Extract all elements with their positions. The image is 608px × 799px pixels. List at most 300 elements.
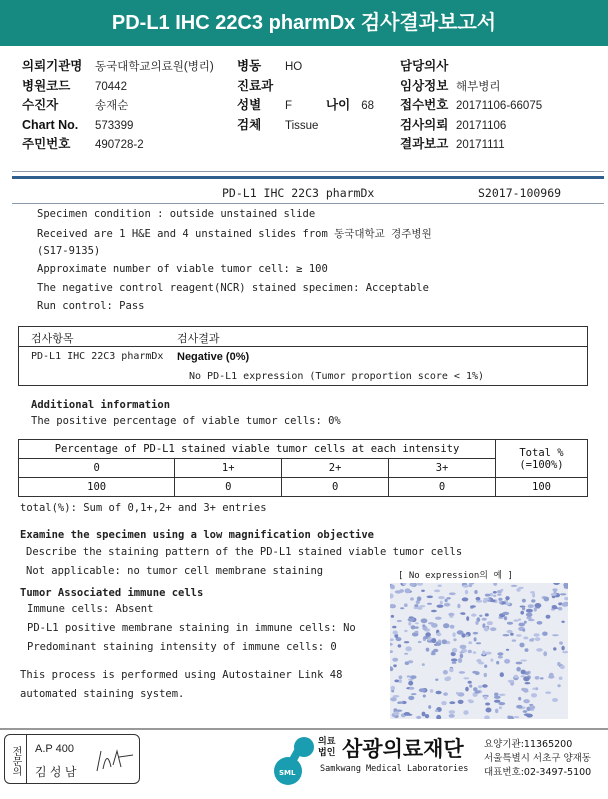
cell-nucleus (478, 685, 482, 688)
total-header-line1: Total % (519, 446, 564, 459)
cell-nucleus (473, 632, 478, 635)
cell-nucleus (444, 603, 451, 607)
cell-nucleus (443, 623, 449, 628)
cell-nucleus (449, 592, 456, 595)
cell-nucleus (407, 675, 411, 677)
cell-nucleus (497, 593, 501, 595)
license-number: A.P 400 (35, 743, 74, 755)
cell-nucleus (438, 585, 442, 587)
cell-nucleus (484, 673, 487, 677)
result-value: Negative (0%) (177, 351, 250, 363)
info-value: 573399 (95, 119, 134, 132)
cell-nucleus (558, 607, 563, 611)
age-field (326, 94, 374, 113)
info-value: F (285, 100, 293, 112)
cell-nucleus (514, 675, 518, 679)
cell-nucleus (560, 665, 565, 669)
cell-nucleus (445, 599, 448, 602)
cell-nucleus (528, 604, 534, 608)
cell-nucleus (482, 618, 487, 621)
cell-nucleus (425, 632, 431, 637)
sml-logo-icon (268, 735, 320, 787)
intensity-value: 0 (175, 478, 282, 497)
cell-nucleus (482, 651, 486, 656)
cell-nucleus (484, 665, 487, 668)
cell-nucleus (504, 659, 510, 664)
cell-nucleus (487, 621, 493, 625)
header-result: 검사결과 (177, 332, 220, 345)
info-value: HO (285, 61, 303, 73)
cell-nucleus (418, 641, 422, 643)
info-row (22, 133, 214, 153)
cell-nucleus (490, 659, 493, 662)
org-english-name: Samkwang Medical Laboratories (320, 764, 469, 774)
cell-nucleus (534, 633, 540, 636)
cell-nucleus (494, 693, 499, 697)
info-label: 검체 (237, 117, 262, 132)
cell-nucleus (453, 632, 456, 637)
cell-nucleus (468, 650, 472, 653)
cell-nucleus (462, 585, 468, 588)
org-prefix (318, 737, 335, 759)
cell-nucleus (526, 613, 533, 617)
cell-nucleus (460, 645, 467, 649)
cell-nucleus (391, 615, 394, 618)
cell-nucleus (529, 705, 535, 709)
cell-nucleus (516, 667, 521, 672)
info-row (400, 94, 542, 114)
cell-nucleus (469, 584, 473, 587)
info-row (400, 114, 542, 134)
cell-nucleus (438, 596, 445, 599)
cell-nucleus (425, 714, 429, 718)
info-row (237, 75, 318, 95)
cell-nucleus (525, 648, 529, 652)
cell-nucleus (518, 697, 521, 701)
cell-nucleus (428, 705, 431, 709)
info-row (22, 114, 214, 134)
info-row (400, 133, 542, 153)
cell-nucleus (436, 691, 442, 695)
cell-nucleus (394, 680, 399, 683)
intensity-value: 0 (389, 478, 496, 497)
cell-nucleus (457, 604, 460, 609)
cell-nucleus (421, 590, 425, 592)
cell-nucleus (463, 710, 468, 715)
specimen-note: The negative control reagent(NCR) stained specimen: Acceptable (37, 281, 429, 294)
info-row (400, 75, 542, 95)
cell-nucleus (535, 676, 540, 680)
cell-nucleus (557, 684, 560, 687)
cell-nucleus (473, 651, 476, 653)
immune-line: Immune cells: Absent (27, 603, 154, 615)
cell-nucleus (422, 624, 425, 627)
cell-nucleus (411, 693, 417, 695)
intensity-table (18, 439, 588, 497)
examine-title: Examine the specimen using a low magnification objective (20, 529, 375, 541)
process-line: This process is performed using Autostainer Link 48 (20, 669, 343, 681)
cell-nucleus (468, 641, 472, 644)
cell-nucleus (500, 672, 504, 677)
cell-nucleus (437, 605, 444, 608)
cell-nucleus (561, 646, 564, 651)
rule-thick (12, 176, 604, 179)
cell-nucleus (507, 622, 513, 625)
cell-nucleus (484, 627, 489, 632)
cell-nucleus (431, 623, 438, 628)
age-value: 68 (361, 100, 375, 112)
cell-nucleus (459, 671, 465, 674)
patient-info-col3 (400, 55, 542, 153)
intensity-value: 0 (282, 478, 389, 497)
cell-nucleus (461, 612, 465, 615)
intensity-level: 3+ (389, 459, 496, 478)
cell-nucleus (493, 595, 496, 597)
cell-nucleus (426, 648, 430, 652)
cell-nucleus (457, 630, 464, 634)
cell-nucleus (404, 630, 407, 632)
divider (0, 728, 608, 730)
cell-nucleus (476, 642, 481, 644)
cell-nucleus (546, 615, 551, 619)
specimen-notes (37, 208, 432, 318)
cell-nucleus (559, 677, 563, 680)
cell-nucleus (498, 598, 502, 601)
signature-icon (93, 745, 135, 777)
cell-nucleus (469, 684, 472, 687)
cell-nucleus (419, 605, 425, 607)
cell-nucleus (408, 660, 414, 663)
intensity-level: 1+ (175, 459, 282, 478)
org-name: 삼광의료재단 (342, 737, 464, 761)
cell-nucleus (415, 626, 419, 628)
cell-nucleus (499, 706, 502, 709)
info-row (22, 94, 214, 114)
cell-nucleus (523, 636, 528, 639)
cell-nucleus (415, 622, 419, 624)
info-value: 20171106 (456, 119, 507, 132)
cell-nucleus (503, 634, 510, 636)
cell-nucleus (496, 661, 499, 665)
cell-nucleus (520, 660, 527, 662)
cell-nucleus (499, 694, 506, 696)
cell-nucleus (553, 647, 556, 650)
cell-nucleus (526, 609, 533, 613)
cell-nucleus (438, 640, 441, 643)
cell-nucleus (434, 590, 440, 593)
cell-nucleus (415, 631, 419, 634)
immune-line: PD-L1 positive membrane staining in immune cells: No (27, 622, 356, 634)
cell-nucleus (523, 688, 528, 693)
cell-nucleus (405, 646, 412, 651)
intensity-value: 100 (19, 478, 175, 497)
cell-nucleus (475, 671, 480, 675)
specimen-note: Received are 1 H&E and 4 unstained slides from 동국대학교 경주병원 (37, 228, 432, 241)
divider (12, 203, 604, 204)
cell-nucleus (460, 654, 464, 659)
cell-nucleus (516, 705, 522, 709)
cell-nucleus (468, 681, 472, 684)
cell-nucleus (506, 649, 509, 651)
report-title: PD-L1 IHC 22C3 pharmDx 검사결과보고서 (0, 0, 608, 46)
info-row (237, 114, 318, 134)
cell-nucleus (443, 670, 448, 675)
cell-nucleus (494, 696, 501, 699)
cell-nucleus (462, 597, 469, 601)
cell-nucleus (456, 692, 459, 695)
cell-nucleus (531, 693, 537, 697)
cell-nucleus (392, 658, 398, 662)
cell-nucleus (431, 639, 436, 644)
cell-nucleus (404, 653, 408, 655)
cell-nucleus (409, 687, 414, 690)
info-value: 490728-2 (95, 139, 144, 151)
intensity-level: 2+ (282, 459, 389, 478)
image-caption: [ No expression의 예 ] (398, 571, 513, 581)
cell-nucleus (523, 676, 529, 681)
cell-nucleus (483, 599, 487, 603)
cell-nucleus (522, 629, 525, 632)
cell-nucleus (498, 702, 505, 705)
total-header-line2: (=100%) (519, 458, 564, 471)
cell-nucleus (485, 594, 491, 597)
signature-stamp (4, 734, 140, 784)
info-label: Chart No. (22, 117, 79, 132)
cell-nucleus (552, 605, 557, 609)
cell-nucleus (518, 623, 525, 627)
cell-nucleus (498, 656, 503, 659)
total-header (496, 440, 588, 478)
cell-nucleus (557, 662, 561, 666)
cell-nucleus (532, 688, 536, 690)
cell-nucleus (399, 675, 403, 679)
cell-nucleus (453, 638, 456, 641)
cell-nucleus (518, 618, 521, 620)
org-address: 서울특별시 서초구 양재동 (484, 753, 591, 764)
cell-nucleus (449, 710, 456, 714)
cell-nucleus (452, 662, 457, 664)
cell-nucleus (449, 701, 455, 704)
examine-line: Not applicable: no tumor cell membrane staining (26, 565, 324, 577)
additional-title: Additional information (31, 399, 171, 411)
cell-nucleus (465, 687, 469, 692)
cell-nucleus (398, 644, 402, 647)
immune-line: Predominant staining intensity of immune cells: 0 (27, 641, 337, 653)
cell-nucleus (525, 682, 531, 684)
cell-nucleus (514, 716, 519, 718)
cell-nucleus (528, 619, 535, 622)
cell-nucleus (476, 659, 481, 663)
cell-nucleus (560, 593, 566, 595)
cell-nucleus (435, 710, 439, 712)
org-code: 요양기관:11365200 (484, 739, 573, 750)
cell-nucleus (431, 610, 437, 613)
cell-nucleus (399, 679, 402, 683)
cell-nucleus (392, 626, 396, 629)
cell-nucleus (427, 603, 432, 605)
cell-nucleus (408, 622, 411, 626)
cell-nucleus (521, 670, 526, 675)
info-value: 20171111 (456, 139, 505, 151)
info-label: 주민번호 (22, 137, 71, 151)
info-row (237, 55, 318, 75)
cell-nucleus (499, 601, 502, 604)
cell-nucleus (522, 607, 525, 611)
cell-nucleus (552, 588, 557, 591)
cell-nucleus (390, 697, 397, 701)
cell-nucleus (474, 637, 477, 641)
intensity-header: Percentage of PD-L1 stained viable tumor cells at each intensity (19, 440, 496, 459)
cell-nucleus (393, 711, 399, 715)
cell-nucleus (486, 652, 492, 655)
cell-nucleus (449, 668, 454, 672)
cell-nucleus (410, 675, 416, 679)
info-label: 진료과 (237, 78, 274, 93)
cell-nucleus (441, 701, 447, 705)
info-value: 송재순 (95, 100, 129, 112)
cell-nucleus (497, 652, 503, 655)
cell-nucleus (404, 712, 410, 716)
cell-nucleus (466, 616, 469, 621)
org-phone: 대표번호:02-3497-5100 (484, 767, 592, 778)
immune-title: Tumor Associated immune cells (20, 587, 204, 599)
cell-nucleus (435, 617, 442, 620)
cell-nucleus (504, 616, 507, 620)
info-label: 수진자 (22, 98, 59, 112)
info-label: 병동 (237, 59, 262, 73)
cell-nucleus (451, 658, 457, 661)
specimen-note: (S17-9135) (37, 244, 101, 257)
cell-nucleus (502, 612, 509, 615)
cell-nucleus (513, 619, 518, 621)
cell-nucleus (476, 597, 481, 601)
cell-nucleus (410, 597, 414, 600)
cell-nucleus (486, 708, 492, 713)
cell-nucleus (417, 596, 422, 601)
specimen-note: Approximate number of viable tumor cell: ≥ 100 (37, 263, 328, 276)
cell-nucleus (458, 700, 464, 704)
cell-nucleus (468, 699, 473, 701)
cell-nucleus (516, 634, 522, 637)
cell-nucleus (512, 639, 516, 641)
cell-nucleus (408, 681, 413, 686)
info-label: 담당의사 (400, 59, 449, 73)
patient-info-col1 (22, 55, 214, 153)
cell-nucleus (479, 615, 482, 617)
cell-nucleus (519, 643, 524, 648)
cell-nucleus (391, 686, 396, 690)
cell-nucleus (552, 634, 559, 636)
cell-nucleus (475, 690, 481, 693)
cell-nucleus (449, 616, 453, 618)
info-label: 결과보고 (400, 137, 449, 151)
cell-nucleus (404, 603, 408, 607)
info-label: 성별 (237, 98, 262, 112)
cell-nucleus (449, 714, 455, 718)
cell-nucleus (443, 692, 448, 696)
cell-nucleus (430, 689, 434, 693)
cell-nucleus (395, 590, 402, 593)
cell-nucleus (397, 620, 402, 622)
examine-line: Describe the staining pattern of the PD-L1 stained viable tumor cells (26, 546, 463, 558)
info-row (22, 75, 214, 95)
cell-nucleus (452, 648, 457, 653)
info-label: 임상정보 (400, 78, 449, 93)
cell-nucleus (444, 677, 450, 681)
cell-nucleus (459, 651, 463, 653)
cell-nucleus (544, 597, 549, 602)
cell-nucleus (559, 641, 563, 644)
result-box (18, 326, 588, 386)
cell-nucleus (529, 639, 534, 642)
cell-nucleus (540, 677, 544, 679)
info-label: 접수번호 (400, 98, 449, 112)
cell-nucleus (516, 662, 523, 665)
info-value: 동국대학교의료원(병리) (95, 61, 214, 73)
result-header-row (19, 327, 587, 347)
cell-nucleus (520, 611, 524, 615)
cell-nucleus (440, 601, 443, 605)
cell-nucleus (405, 588, 411, 593)
info-row (400, 55, 542, 75)
svg-text:SML: SML (279, 769, 296, 777)
cell-nucleus (491, 599, 496, 602)
org-prefix-1: 의료 (318, 737, 336, 747)
cell-nucleus (470, 605, 476, 607)
cell-nucleus (413, 607, 419, 609)
cell-nucleus (526, 714, 533, 718)
specimen-note: Specimen condition : outside unstained slide (37, 208, 316, 220)
cell-nucleus (537, 621, 543, 625)
intensity-level: 0 (19, 459, 175, 478)
cell-nucleus (485, 613, 489, 616)
info-row (237, 94, 318, 114)
cell-nucleus (518, 587, 524, 589)
info-value: 해부병리 (456, 80, 501, 93)
cell-nucleus (510, 633, 514, 636)
cell-nucleus (523, 699, 530, 703)
cell-nucleus (422, 663, 425, 666)
cell-nucleus (531, 599, 535, 602)
org-prefix-2: 법인 (318, 748, 336, 758)
info-value: Tissue (285, 119, 319, 132)
cell-nucleus (501, 589, 504, 591)
cell-nucleus (465, 590, 468, 595)
info-row (22, 55, 214, 75)
report-number: S2017-100969 (478, 186, 562, 200)
cell-nucleus (485, 703, 490, 706)
cell-nucleus (542, 632, 548, 636)
age-label: 나이 (326, 98, 351, 112)
cell-nucleus (431, 650, 435, 655)
cell-nucleus (419, 688, 426, 692)
info-value: 70442 (95, 80, 127, 93)
cell-nucleus (536, 648, 543, 652)
ihc-sample-image (390, 583, 568, 719)
cell-nucleus (393, 631, 398, 635)
cell-nucleus (463, 677, 469, 679)
cell-nucleus (450, 625, 455, 629)
divider (12, 171, 604, 172)
cell-nucleus (495, 709, 498, 714)
cell-nucleus (494, 700, 500, 703)
cell-nucleus (442, 639, 448, 644)
additional-text: The positive percentage of viable tumor cells: 0% (31, 415, 341, 427)
header-item: 검사항목 (31, 332, 74, 345)
cell-nucleus (523, 710, 528, 713)
cell-nucleus (493, 591, 497, 594)
process-line: automated staining system. (20, 688, 185, 700)
